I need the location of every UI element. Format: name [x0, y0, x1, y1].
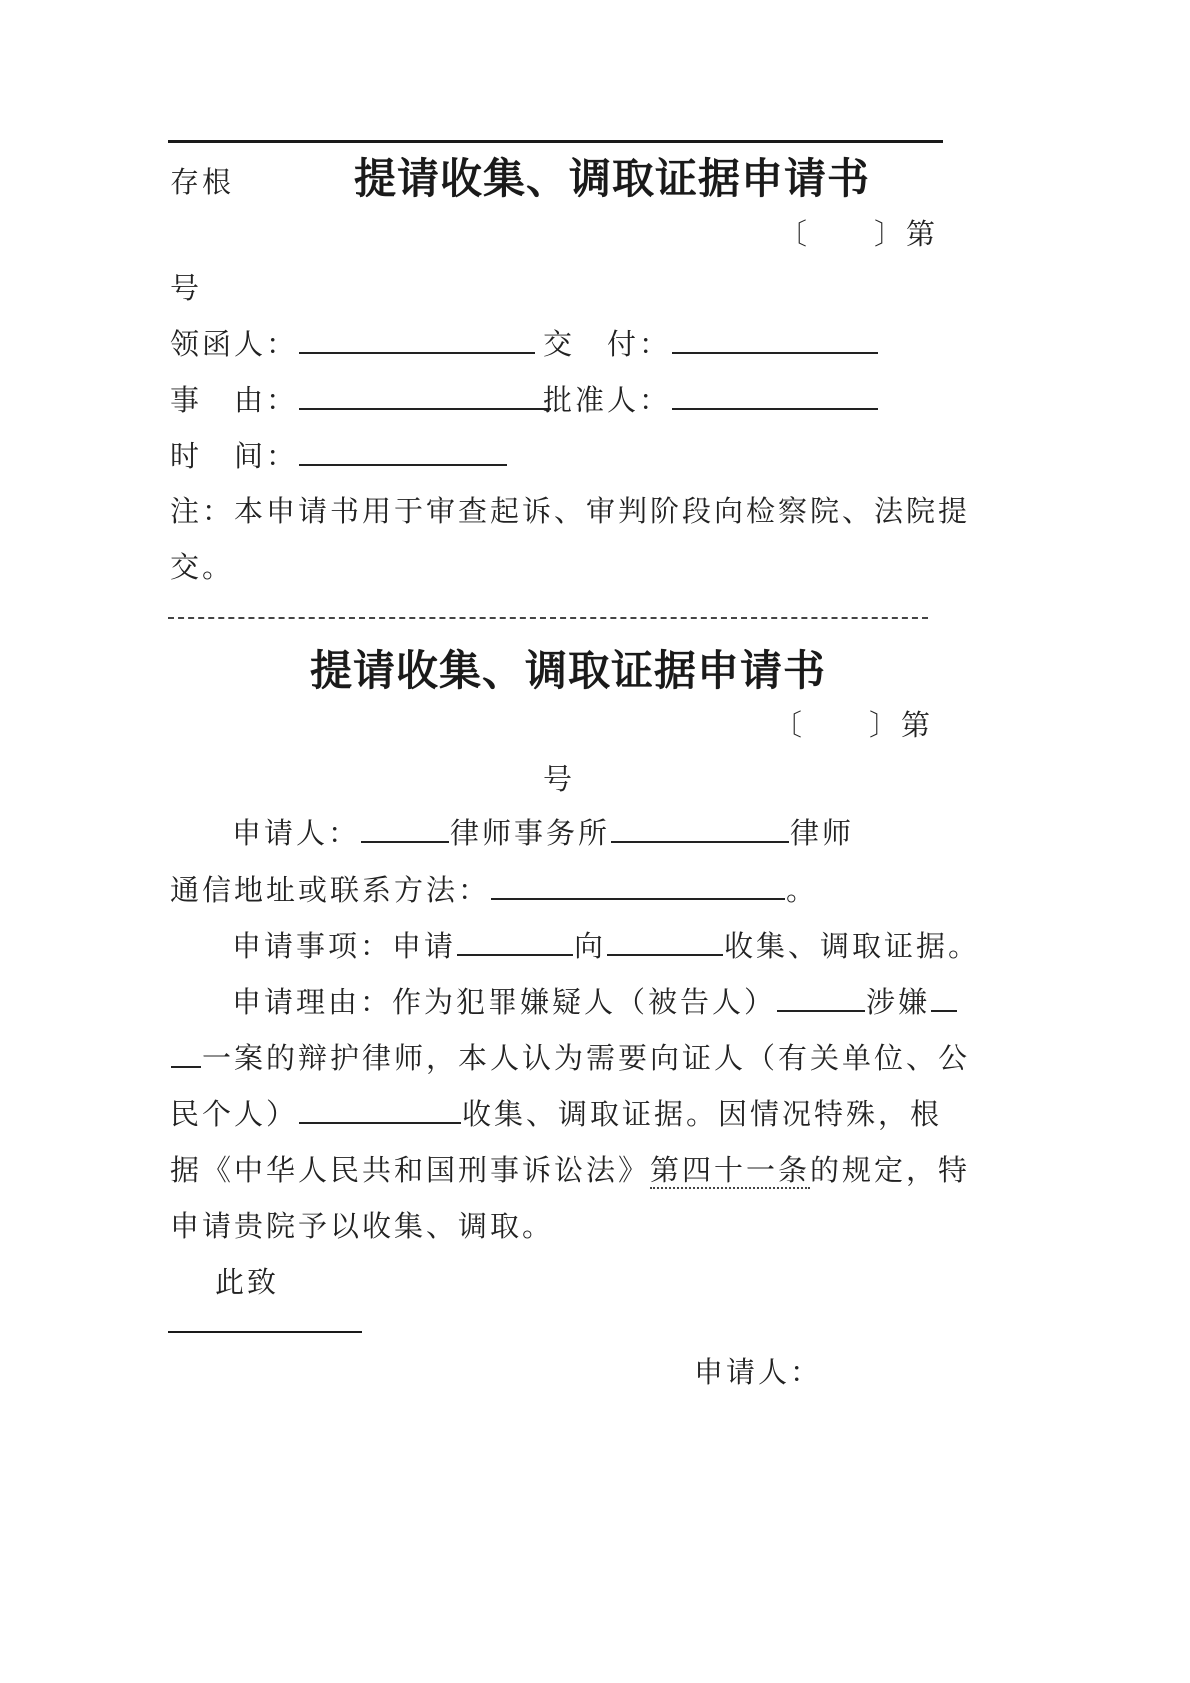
stub-matter-blank[interactable]	[299, 407, 551, 410]
address-blank[interactable]	[491, 897, 785, 900]
witness-name-blank[interactable]	[299, 1121, 461, 1124]
matter-to: 向	[574, 929, 607, 963]
reason-line2: 一案的辩护律师，本人认为需要向证人（有关单位、公	[202, 1041, 971, 1075]
stub-label: 存根	[170, 165, 235, 199]
top-rule	[168, 140, 943, 143]
reason-row-1	[232, 985, 958, 1019]
reason-row-2	[170, 1041, 971, 1075]
stub-approver-label: 批准人：	[543, 383, 672, 417]
reason-line4-b: 的规定，特	[810, 1153, 971, 1187]
address-row	[170, 873, 819, 907]
suspect-name-blank[interactable]	[777, 1009, 865, 1012]
stub-time-label: 时 间：	[170, 439, 299, 473]
matter-label: 申请事项：申请	[232, 929, 457, 963]
applicant-label: 申请人：	[232, 816, 361, 850]
reason-suspect: 涉嫌	[866, 985, 931, 1019]
stub-delivery-label: 交 付：	[543, 327, 672, 361]
stub-matter-label: 事 由：	[170, 383, 299, 417]
signature-label: 申请人：	[694, 1355, 823, 1389]
stub-matter-row	[170, 383, 552, 417]
reason-line4-a: 据《中华人民共和国刑事诉讼法》	[170, 1153, 651, 1187]
reason-row-5: 申请贵院予以收集、调取。	[170, 1209, 555, 1243]
stub-case-number-prefix: 〔 〕第	[778, 217, 939, 251]
form-case-number-prefix: 〔 〕第	[773, 708, 934, 742]
charge-blank-b[interactable]	[171, 1065, 201, 1068]
law-firm-blank[interactable]	[361, 840, 449, 843]
stub-note-line2: 交。	[170, 550, 235, 584]
addressee-blank[interactable]	[168, 1331, 362, 1333]
stub-approver-blank[interactable]	[672, 407, 878, 410]
reason-row-3	[170, 1097, 943, 1131]
reason-line3-b: 收集、调取证据。因情况特殊，根	[462, 1097, 943, 1131]
matter-end: 收集、调取证据。	[724, 929, 981, 963]
stub-note-line1: 注：本申请书用于审查起诉、审判阶段向检察院、法院提	[170, 494, 971, 528]
applicant-row	[232, 816, 855, 850]
law-firm-text: 律师事务所	[450, 816, 611, 850]
stub-title: 提请收集、调取证据申请书	[354, 154, 871, 203]
stub-delivery-row	[543, 327, 879, 361]
form-title: 提请收集、调取证据申请书	[310, 646, 827, 695]
stub-time-row	[170, 439, 508, 473]
form-case-number-suffix: 号	[543, 762, 576, 796]
lawyer-name-blank[interactable]	[611, 840, 789, 843]
stub-recipient-label: 领函人：	[170, 327, 299, 361]
salutation: 此致	[215, 1265, 280, 1299]
witness-blank[interactable]	[607, 953, 723, 956]
reason-label: 申请理由：作为犯罪嫌疑人（被告人）	[232, 985, 777, 1019]
stub-recipient-row	[170, 327, 536, 361]
lawyer-text: 律师	[790, 816, 855, 850]
evidence-blank[interactable]	[457, 953, 573, 956]
article-link[interactable]: 第四十一条	[650, 1153, 811, 1187]
stub-case-number-suffix: 号	[170, 271, 203, 305]
reason-row-4	[170, 1153, 971, 1187]
stub-recipient-blank[interactable]	[299, 351, 535, 354]
address-label: 通信地址或联系方法：	[170, 873, 491, 907]
charge-blank-a[interactable]	[931, 1009, 957, 1012]
address-end: 。	[786, 873, 819, 907]
cut-line	[168, 617, 928, 619]
stub-approver-row	[543, 383, 879, 417]
stub-time-blank[interactable]	[299, 463, 507, 466]
reason-line3-a: 民个人）	[170, 1097, 299, 1131]
matter-row	[232, 929, 981, 963]
stub-delivery-blank[interactable]	[672, 351, 878, 354]
